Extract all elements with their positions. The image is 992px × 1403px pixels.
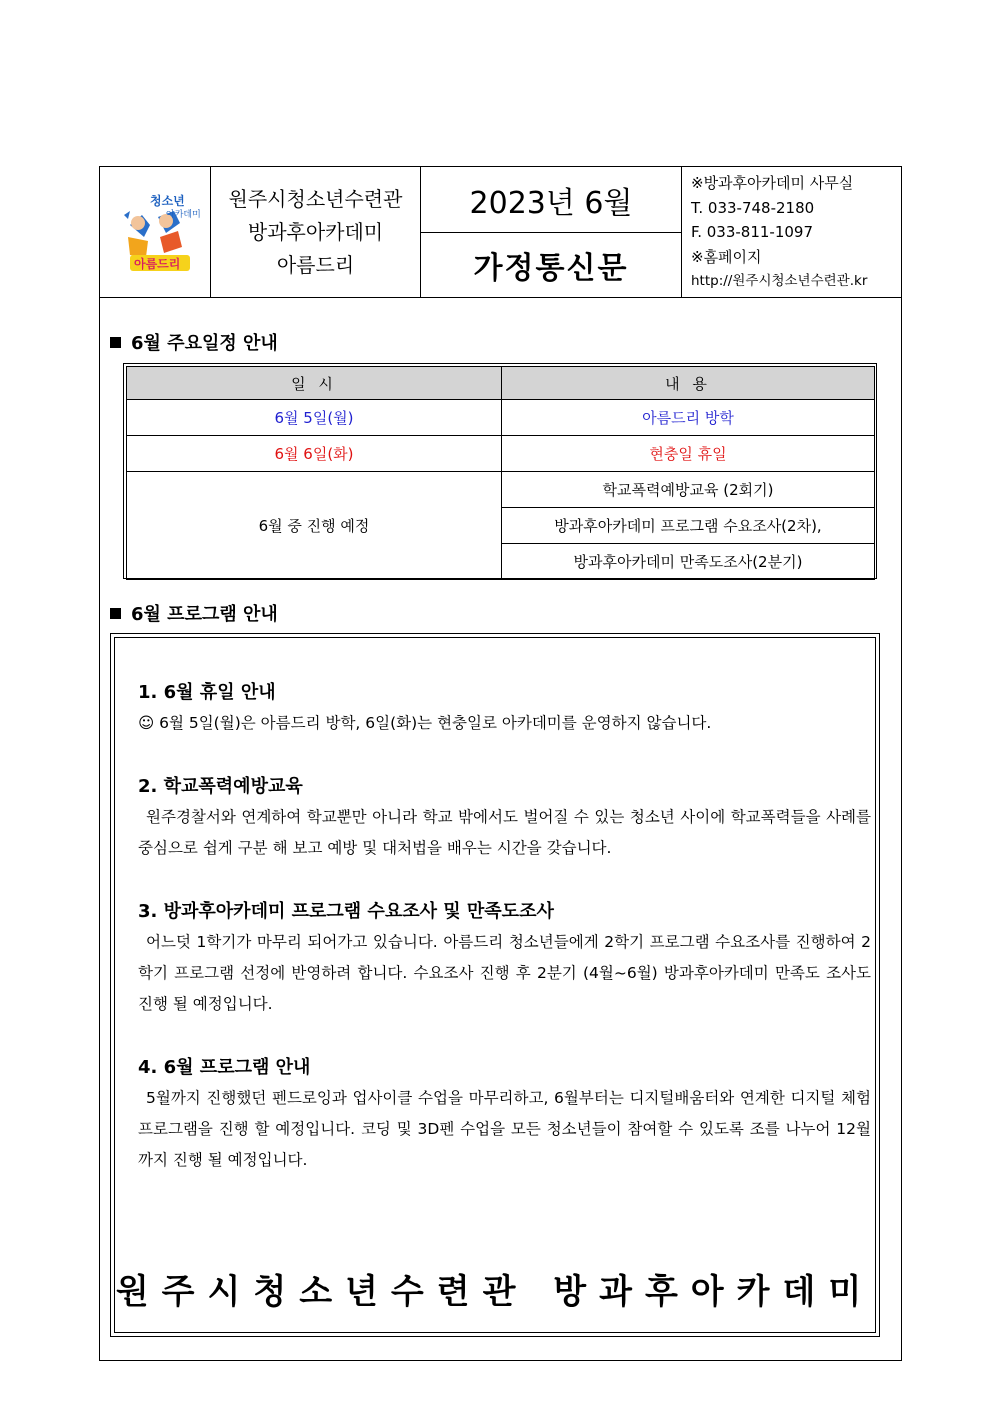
logo-text-bottom: 아름드리 bbox=[134, 257, 181, 271]
title-cell bbox=[421, 167, 682, 297]
org-line-1: 원주시청소년수련관 bbox=[228, 186, 403, 211]
row-date: 6월 중 진행 예정 bbox=[127, 472, 502, 580]
row-date: 6월 6일(화) bbox=[127, 436, 502, 472]
homepage-url[interactable]: http://원주시청소년수련관.kr bbox=[691, 273, 868, 289]
program-item bbox=[138, 897, 871, 1020]
square-bullet-icon bbox=[110, 337, 121, 348]
program-item-title: 4. 6월 프로그램 안내 bbox=[138, 1057, 311, 1078]
program-item bbox=[138, 1053, 871, 1176]
row-content: 현충일 휴일 bbox=[502, 436, 875, 472]
document-title: 가정통신문 bbox=[473, 250, 629, 286]
program-box-inner bbox=[114, 637, 876, 1333]
issue-date: 2023년 6월 bbox=[421, 167, 681, 233]
newsletter-frame bbox=[99, 166, 902, 1361]
program-box bbox=[110, 633, 880, 1337]
table-row bbox=[127, 436, 875, 472]
program-item-title: 1. 6월 휴일 안내 bbox=[138, 682, 276, 703]
program-item-body: ☺ 6월 5일(월)은 아름드리 방학, 6일(화)는 현충일로 아카데미를 운영하지 않습니다. bbox=[138, 714, 712, 732]
organization-name bbox=[211, 167, 421, 297]
youth-academy-logo bbox=[100, 167, 211, 297]
schedule-section-title: 6월 주요일정 안내 bbox=[110, 329, 278, 355]
fax-number: F. 033-811-1097 bbox=[691, 223, 814, 241]
contact-info bbox=[682, 167, 901, 297]
office-label: ※방과후아카데미 사무실 bbox=[691, 174, 854, 192]
program-item-body: 어느덧 1학기가 마무리 되어가고 있습니다. 아름드리 청소년들에게 2학기 프로그램 수요조사를 진행하여 2학기 프로그램 선정에 반영하려 합니다. 수요조사 진행 후 2분기 (4월~6월) 방과후아카데미 만족도 조사도 진행 될 예정입니다. bbox=[138, 933, 871, 1013]
org-line-2: 방과후아카데미 bbox=[247, 219, 384, 244]
row-content: 아름드리 방학 bbox=[502, 400, 875, 436]
row-date: 6월 5일(월) bbox=[127, 400, 502, 436]
program-item bbox=[138, 678, 871, 739]
program-item-body: 5월까지 진행했던 펜드로잉과 업사이클 수업을 마무리하고, 6월부터는 디지털배움터와 연계한 디지털 체험 프로그램을 진행 할 예정입니다. 코딩 및 3D펜 수업을 모든 청소년들이 참여할 수 있도록 조를 나누어 12월까지 진행 될 예정입니다. bbox=[138, 1089, 871, 1169]
program-item bbox=[138, 772, 871, 864]
table-row bbox=[127, 472, 875, 508]
row-content: 학교폭력예방교육 (2회기) bbox=[502, 472, 875, 508]
program-item-title: 2. 학교폭력예방교육 bbox=[138, 776, 303, 797]
logo-text-top: 청소년 bbox=[150, 194, 185, 208]
square-bullet-icon bbox=[110, 608, 121, 619]
logo-cell bbox=[100, 167, 211, 297]
header-date: 일 시 bbox=[127, 367, 502, 400]
program-item-title: 3. 방과후아카데미 프로그램 수요조사 및 만족도조사 bbox=[138, 901, 554, 922]
program-section-title: 6월 프로그램 안내 bbox=[110, 600, 278, 626]
homepage-label: ※홈페이지 bbox=[691, 247, 762, 266]
header-content: 내 용 bbox=[502, 367, 875, 400]
org-line-3: 아름드리 bbox=[276, 252, 355, 277]
table-row bbox=[127, 400, 875, 436]
logo-text-mid: 아카데미 bbox=[166, 210, 201, 220]
phone-number: T. 033-748-2180 bbox=[691, 198, 815, 217]
footer-signature: 원주시청소년수련관 방과후아카데미 bbox=[115, 1272, 875, 1312]
row-content: 방과후아카데미 만족도조사(2분기) bbox=[502, 544, 875, 580]
row-content: 방과후아카데미 프로그램 수요조사(2차), bbox=[502, 508, 875, 544]
program-item-body: 원주경찰서와 연계하여 학교뿐만 아니라 학교 밖에서도 벌어질 수 있는 청소년 사이에 학교폭력들을 사례를 중심으로 쉽게 구분 해 보고 예방 및 대처법을 배우는 시간을 갖습니다. bbox=[138, 808, 871, 857]
table-header-row bbox=[127, 367, 875, 400]
schedule-table bbox=[123, 363, 877, 579]
header bbox=[100, 167, 901, 298]
